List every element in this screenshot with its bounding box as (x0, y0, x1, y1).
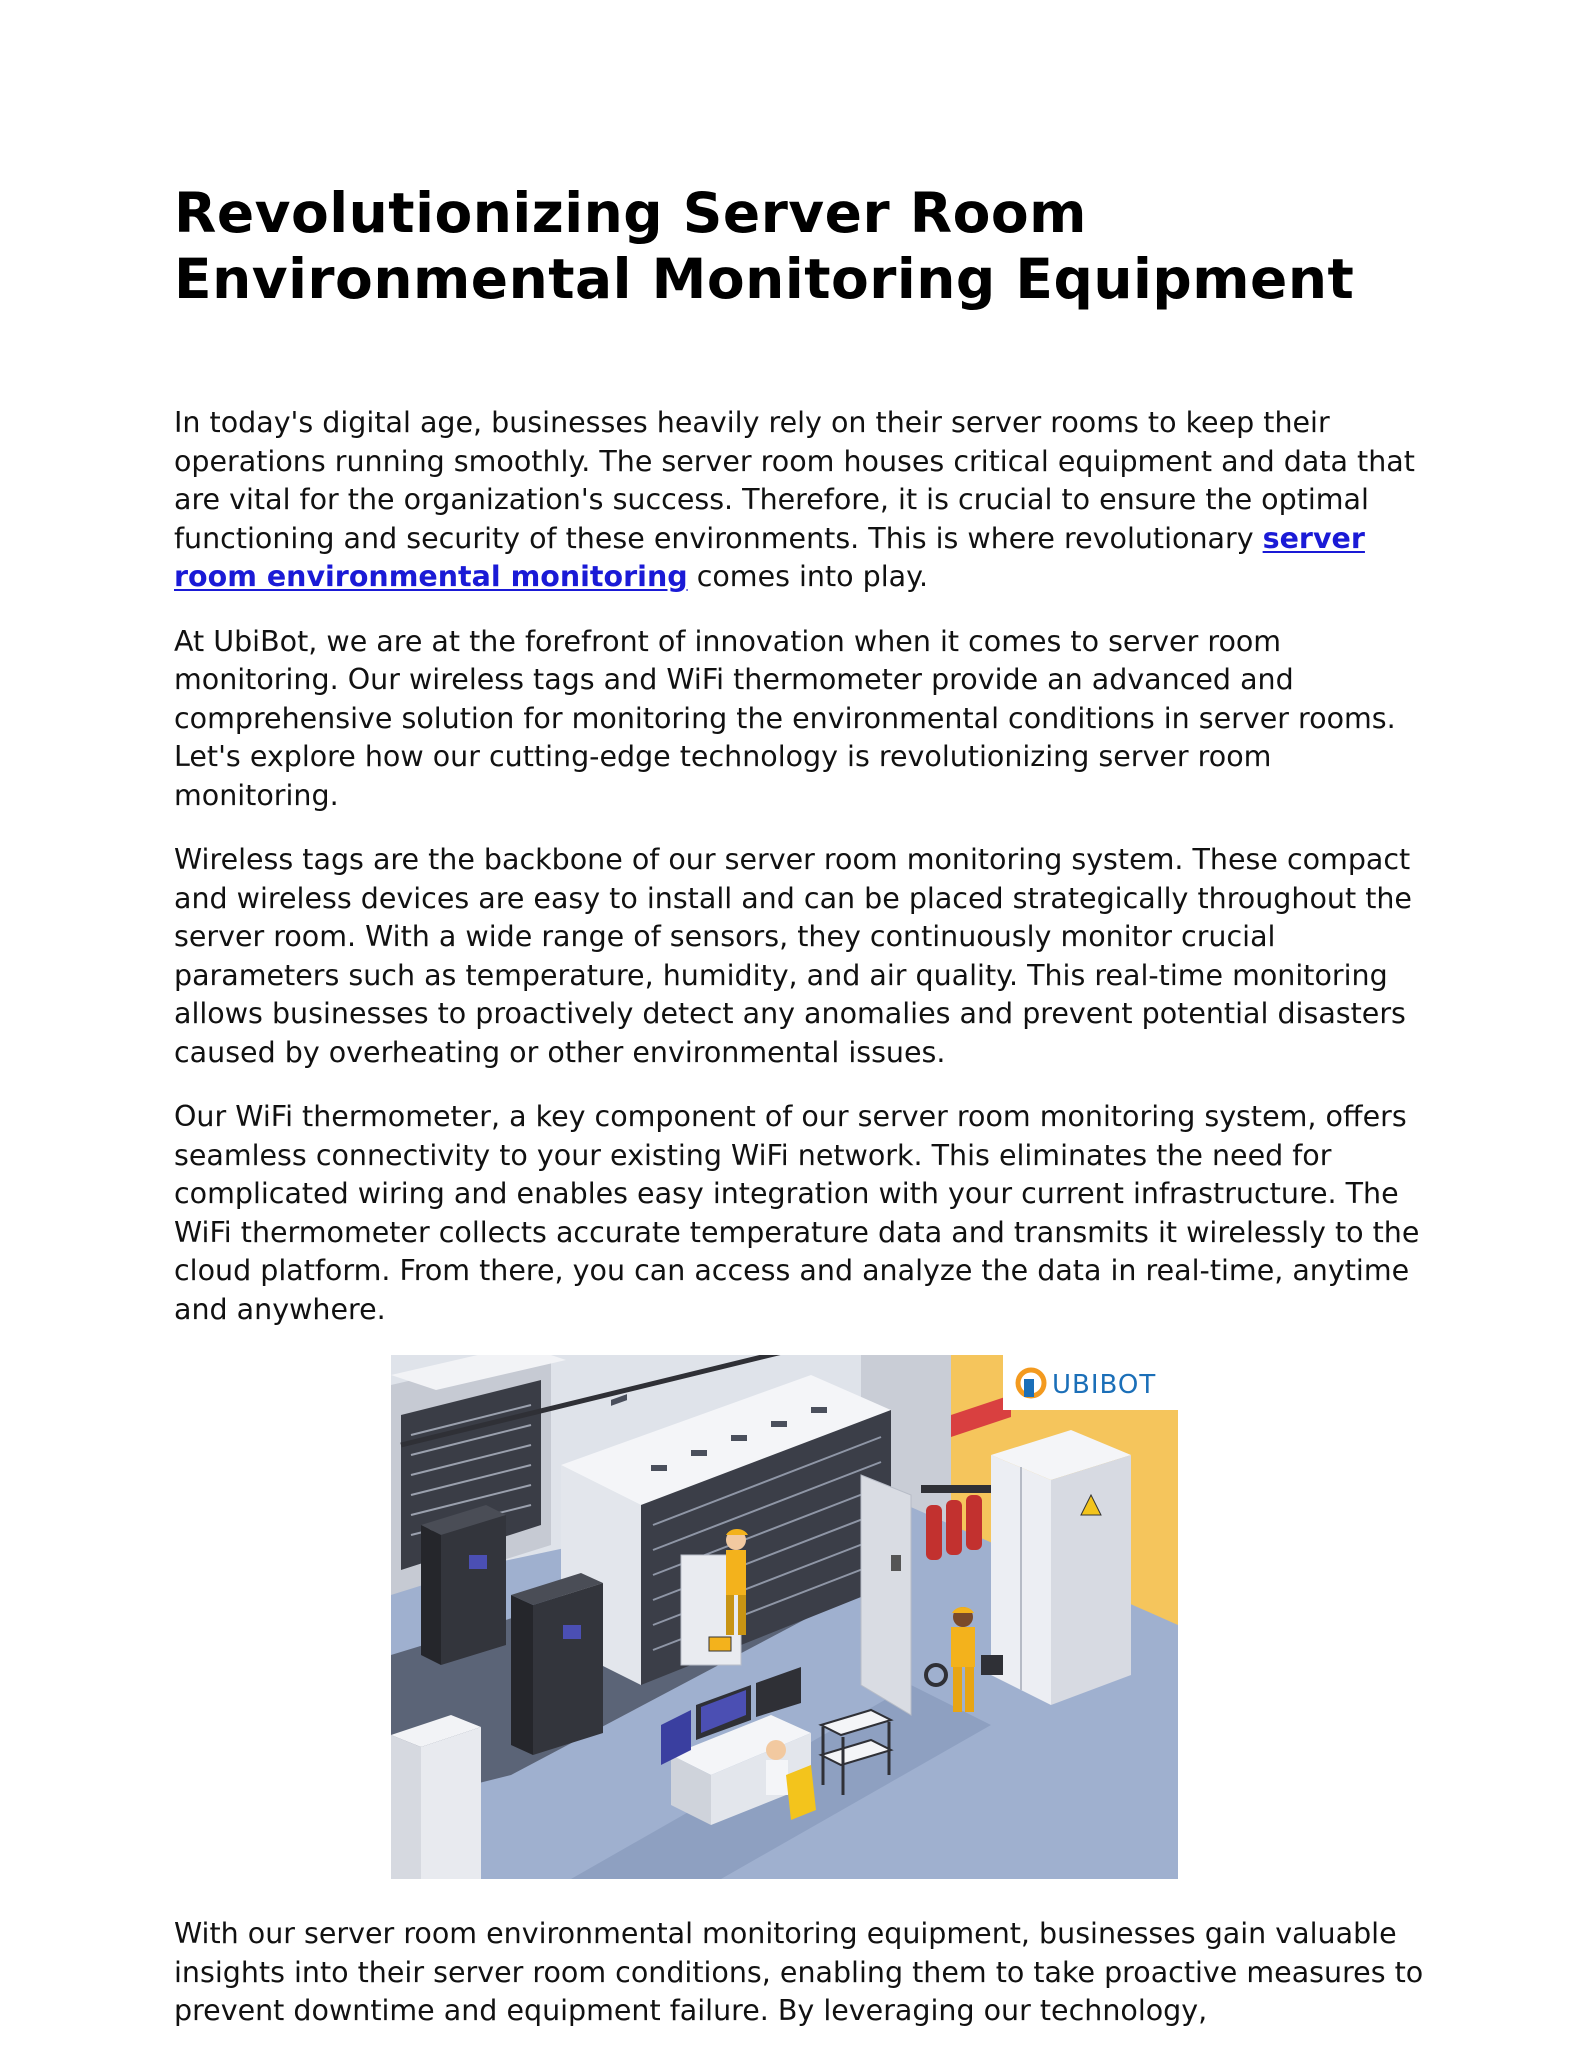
server-room-illustration-svg (391, 1355, 1178, 1879)
page-title: Revolutionizing Server Room Environmental Monitoring Equipment (174, 181, 1355, 311)
article-body (174, 404, 1424, 2031)
electrical-cabinet (991, 1430, 1131, 1705)
server-room-illustration (391, 1355, 1178, 1879)
paragraph-intro (174, 404, 1424, 597)
logo-text: UBIBOT (1052, 1370, 1157, 1400)
paragraph-conclusion: With our server room environmental monitoring equipment, businesses gain valuable insights into their server room conditions, enabling them to take proactive measures to prevent downtime and equipment failure. By leveraging our technology, (174, 1917, 1424, 2027)
door-frame (861, 1475, 911, 1715)
paragraph-wireless-tags: Wireless tags are the backbone of our server room monitoring system. These compact and wireless devices are easy to install and can be placed strategically throughout the server room. With a wide range of sensors, they continuously monitor crucial parameters such as temperature, humidity, and air quality. This real-time monitoring allows businesses to proactively detect any anomalies and prevent potential disasters caused by overheating or other environmental issues. (174, 843, 1412, 1069)
paragraph-intro-tail: comes into play. (687, 560, 928, 593)
server-room-monitoring-link[interactable]: server room environmental monitoring (174, 521, 1365, 593)
rack-bottom-left (391, 1715, 481, 1879)
paragraph-intro-text: In today's digital age, businesses heavily rely on their server rooms to keep their operations running smoothly. The server room houses critical equipment and data that are vital for the organization's success. Therefore, it is crucial to ensure the optimal functioning and security of these environments. This is where revolutionary (174, 406, 1415, 555)
paragraph-wifi-thermometer: Our WiFi thermometer, a key component of our server room monitoring system, offers seamless connectivity to your existing WiFi network. This eliminates the need for complicated wiring and enables easy integration with your current infrastructure. The WiFi thermometer collects accurate temperature data and transmits it wirelessly to the cloud platform. From there, you can access and analyze the data in real-time, anytime and anywhere. (174, 1100, 1420, 1326)
paragraph-ubibot: At UbiBot, we are at the forefront of innovation when it comes to server room monitoring. Our wireless tags and WiFi thermometer provide an advanced and comprehensive solution for monitoring the environmental conditions in server rooms. Let's explore how our cutting-edge technology is revolutionizing server room monitoring. (174, 624, 1396, 812)
article (174, 180, 1424, 2057)
ubibot-logo (1003, 1355, 1178, 1410)
